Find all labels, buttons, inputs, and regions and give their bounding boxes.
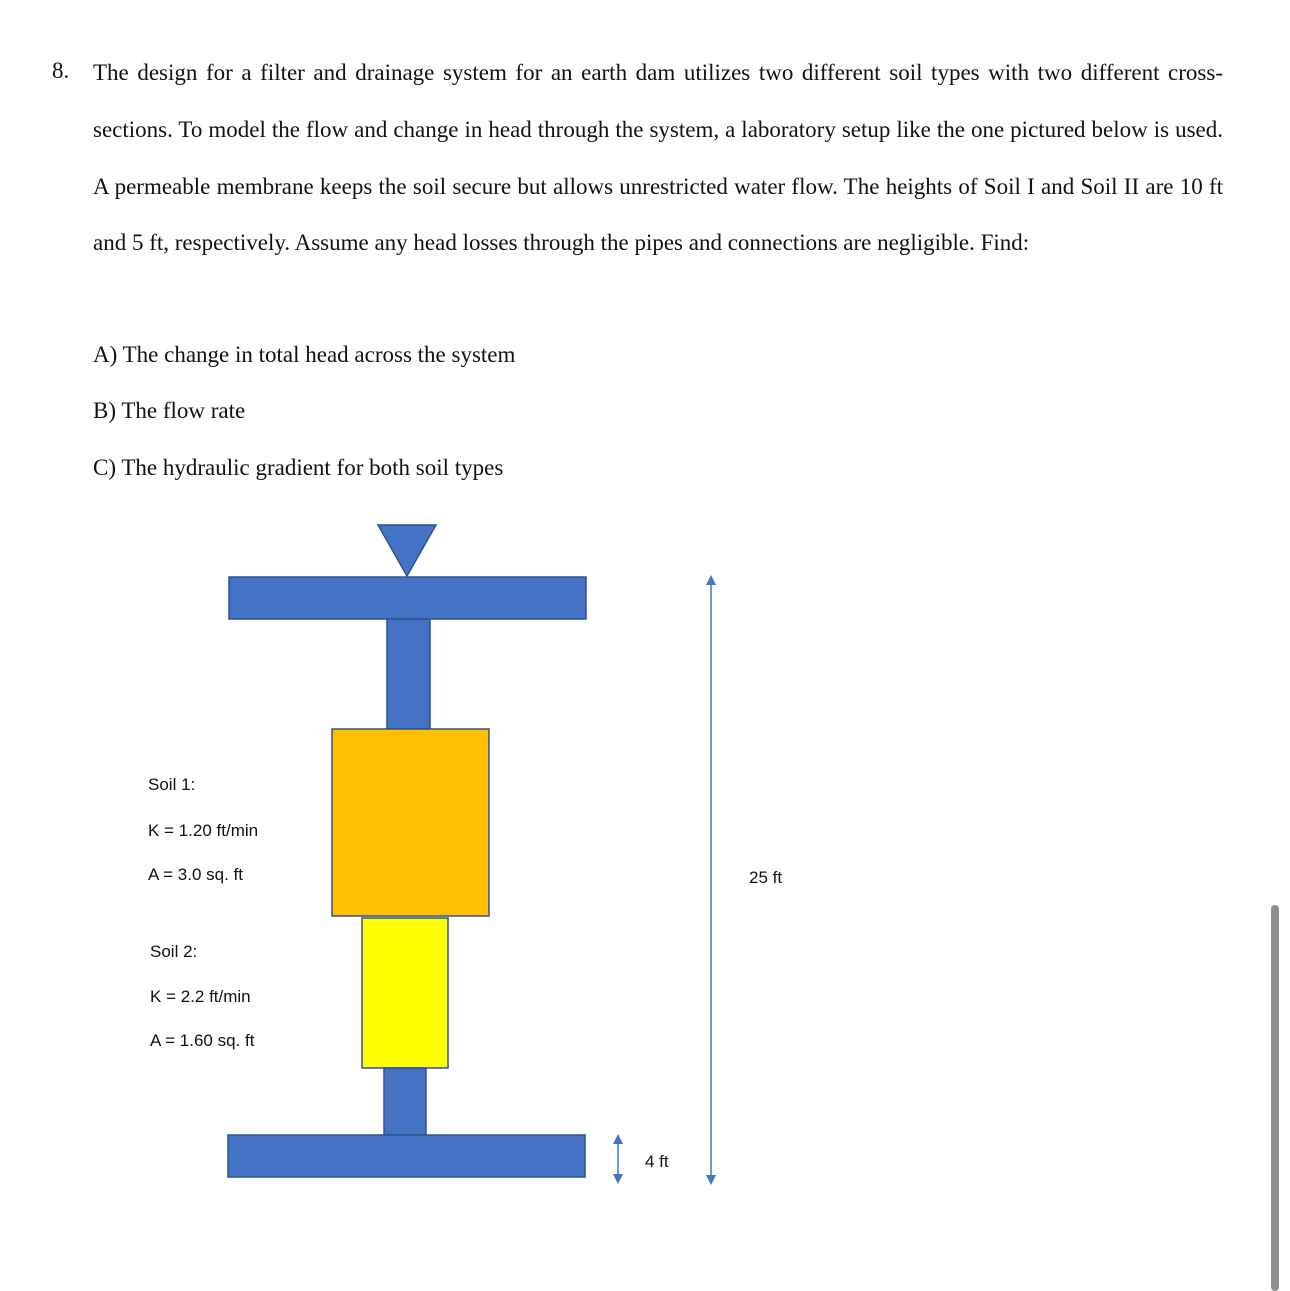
soil-1-title: Soil 1: — [148, 775, 196, 794]
bottom-offset-label: 4 ft — [645, 1152, 669, 1171]
soil-2-area: A = 1.60 sq. ft — [150, 1031, 255, 1050]
question-body: The design for a filter and drainage system for an earth dam utilizes two different soil types with two different cross-sections. To model the flow and change in head through the system, a laboratory setup like the one pictured below is used. A permeable membrane keeps the soil secure but allows unrestricted water flow. The heights of Soil I and Soil II are 10 ft and 5 ft, respectively. Assume any head losses through the pipes and connections are negligible. Find: — [93, 60, 1223, 256]
part-c: C) The hydraulic gradient for both soil types — [93, 455, 504, 480]
top-reservoir — [229, 577, 586, 619]
soil-1-area: A = 3.0 sq. ft — [148, 865, 243, 884]
soil-2-block — [362, 918, 448, 1068]
vertical-scrollbar[interactable] — [1271, 905, 1279, 1291]
soil-2-title: Soil 2: — [150, 942, 198, 961]
part-b: B) The flow rate — [93, 398, 246, 423]
total-height-label: 25 ft — [749, 868, 783, 887]
soil-2-k: K = 2.2 ft/min — [150, 987, 251, 1006]
part-a: A) The change in total head across the system — [93, 342, 516, 367]
bottom-pipe — [384, 1068, 426, 1135]
soil-1-block — [332, 729, 489, 916]
question-number: 8. — [52, 58, 70, 83]
soil-1-k: K = 1.20 ft/min — [148, 821, 259, 840]
top-pipe — [387, 619, 430, 729]
bottom-reservoir — [228, 1135, 585, 1177]
water-level-marker-icon — [378, 525, 436, 576]
